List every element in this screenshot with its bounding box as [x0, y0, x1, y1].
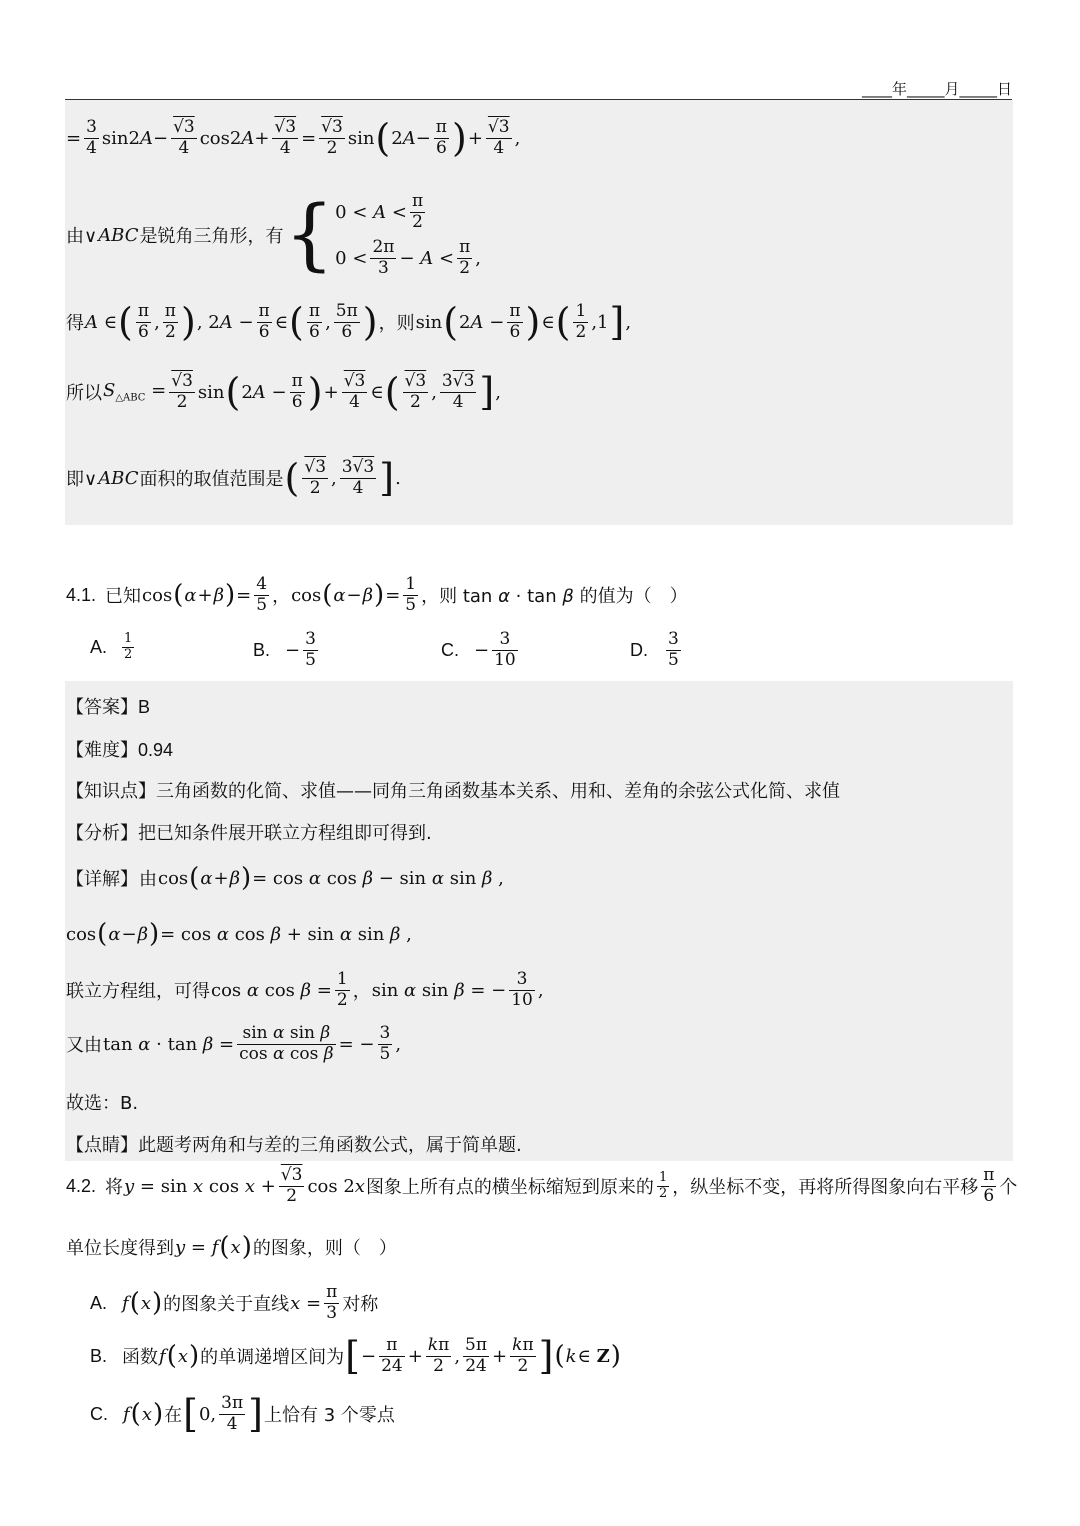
- q41-stem: 4.1. 已知 cos ( α + β ) = $\frac{4}{5}$ ， cos ( α − β ) = $\frac{1}{5}$ ，则 tan α · tan β 的值为（ ）: [66, 574, 688, 615]
- q41-detail-2: cos ( α − β ) = cos α cos β + sin α sin β ,: [66, 919, 412, 949]
- q41-comment-line: [66, 1131, 522, 1157]
- q42-option-b[interactable]: B. 函数 f ( x ) 的单调递增区间为 [ − $\frac{\pi}{24}$ + $\frac{k\pi}{2}$ , $\frac{5\pi}{24}$ + $\frac{k\pi}{2}$ ] ( k ∈ Z ): [90, 1334, 621, 1379]
- q41-comment: 此题考两角和与差的三角函数公式，属于简单题.: [138, 1135, 522, 1156]
- q41-option-a-num: 1: [124, 631, 133, 646]
- q41-answer-line: [66, 693, 150, 719]
- q42-number: 4.2.: [66, 1175, 97, 1196]
- q41-stem-prefix: 已知: [105, 586, 142, 608]
- q41-option-d[interactable]: [630, 630, 683, 670]
- q41-choose: 故选：B.: [66, 1093, 139, 1114]
- prev-line-5: 即∨ ABC 面积的取值范围是 ( $\frac{√3}{2}$ , $\frac{3√3}{4}$ ] .: [66, 456, 401, 501]
- q42-stem-line-1: 4.2. 将 y = sin x cos x + $\frac{√3}{2}$ cos 2x 图象上所有点的横坐标缩短到原来的 $\frac{1}{2}$ ，纵坐标不变，再将所得图象向右平移 $\frac{\pi}{6}$ 个: [66, 1165, 1018, 1206]
- prev-line-2: 由∨ ABC 是锐角三角形，有 { 0 < A < $\frac{\pi}{2}$ 0 < $\frac{2\pi}{3}$ − A < $\frac{\pi}{2}$ ,: [66, 190, 481, 281]
- q42-option-b-label: B.: [90, 1345, 108, 1366]
- q41-knowledge-label: 【知识点】: [66, 781, 156, 802]
- q42-option-a-label: A.: [90, 1292, 108, 1313]
- q41-answer-label: 【答案】: [66, 697, 138, 718]
- q42-stem-mid2: ，纵坐标不变，再将所得图象向右平移: [672, 1177, 979, 1199]
- q41-option-d-den: 5: [668, 649, 679, 670]
- q41-option-c-den: 10: [494, 649, 516, 670]
- q41-option-b-den: 5: [305, 649, 316, 670]
- prev-line-1: = $\frac{3}{4}$ sin2A− $\frac{√3}{4}$ cos2A+ $\frac{√3}{4}$ = $\frac{√3}{2}$ sin ( 2A− $\frac{\pi}{6}$ ) + $\frac{√3}{4}$ ,: [66, 116, 521, 161]
- q41-comment-label: 【点睛】: [66, 1135, 138, 1156]
- q41-option-d-label: D.: [630, 639, 648, 660]
- q41-detail-label: 【详解】: [66, 869, 138, 890]
- q41-knowledge: 三角函数的化简、求值——同角三角函数基本关系、用和、差角的余弦公式化简、求值: [156, 781, 840, 802]
- date-header: ____年_____月_____日: [861, 80, 1012, 98]
- q41-analysis: 把已知条件展开联立方程组即可得到.: [138, 823, 432, 844]
- q41-option-b-num: 3: [305, 629, 316, 649]
- q41-knowledge-line: [66, 777, 840, 803]
- prev-line-4: 所以 $S_{\triangle ABC}$ = $\frac{√3}{2}$ sin ( 2A − $\frac{\pi}{6}$ ) + $\frac{√3}{4}$ ∈ ( $\frac{√3}{2}$ , $\frac{3√3}{4}$ ] ,: [66, 370, 501, 415]
- q41-detail-4: 又由 tan α · tan β = $\frac{\text{sin α sin β}}{\text{cos α cos β}}$ = − $\frac{3}{5}$ ,: [66, 1023, 402, 1064]
- q41-option-a-den: 2: [124, 646, 133, 662]
- q41-analysis-label: 【分析】: [66, 823, 138, 844]
- q41-detail3-prefix: 联立方程组，可得: [66, 981, 210, 1003]
- q41-option-c-num: 3: [492, 630, 518, 651]
- q41-analysis-line: [66, 819, 432, 845]
- q41-difficulty-line: [66, 736, 173, 762]
- q41-detail4-prefix: 又由: [66, 1035, 102, 1057]
- q41-option-a[interactable]: [90, 632, 136, 663]
- q41-difficulty: 0.94: [138, 740, 174, 760]
- q41-option-b[interactable]: [253, 630, 320, 670]
- q41-detail-3: 联立方程组，可得 cos α cos β = $\frac{1}{2}$ ， sin α sin β = − $\frac{3}{10}$ ,: [66, 969, 544, 1010]
- q41-option-c-label: C.: [441, 639, 459, 660]
- q41-number: 4.1.: [66, 584, 97, 605]
- q42-option-c[interactable]: C. f ( x ) 在 [ 0, $\frac{3\pi}{4}$ ] 上恰有 3 个零点: [90, 1392, 395, 1437]
- q42-stem-prefix: 将: [105, 1177, 124, 1199]
- q41-option-b-sign: −: [285, 639, 301, 661]
- q42-stem-line-2: 单位长度得到 y = f ( x ) 的图象，则（ ）: [66, 1232, 397, 1262]
- q41-option-b-label: B.: [253, 639, 271, 660]
- q42-option-a[interactable]: A. f ( x ) 的图象关于直线 x = $\frac{\pi}{3}$ 对称: [90, 1282, 379, 1323]
- q41-difficulty-label: 【难度】: [66, 740, 138, 761]
- prev-line-3: 得 A ∈ ( $\frac{\pi}{6}$ , $\frac{\pi}{2}$ ) , 2A − $\frac{\pi}{6}$ ∈ ( $\frac{\pi}{6}$ , $\frac{5\pi}{6}$ ) ，则 sin ( 2A − $\frac{\pi}{6}$ ) ∈ ( $\frac{1}{2}$ ,1 ] ,: [66, 300, 632, 345]
- q41-option-d-num: 3: [668, 629, 679, 649]
- q41-detail-1: 【详解】 由 cos ( α + β ) = cos α cos β − sin α sin β ,: [66, 863, 504, 893]
- q41-option-a-label: A.: [90, 636, 108, 657]
- q41-option-c-sign: −: [474, 639, 490, 661]
- q42-stem-mid: 图象上所有点的横坐标缩短到原来的: [365, 1177, 654, 1199]
- q41-answer: B: [138, 697, 151, 717]
- q42-option-c-label: C.: [90, 1403, 108, 1424]
- q41-option-c[interactable]: [441, 630, 520, 670]
- q42-stem-end: 个: [999, 1177, 1018, 1199]
